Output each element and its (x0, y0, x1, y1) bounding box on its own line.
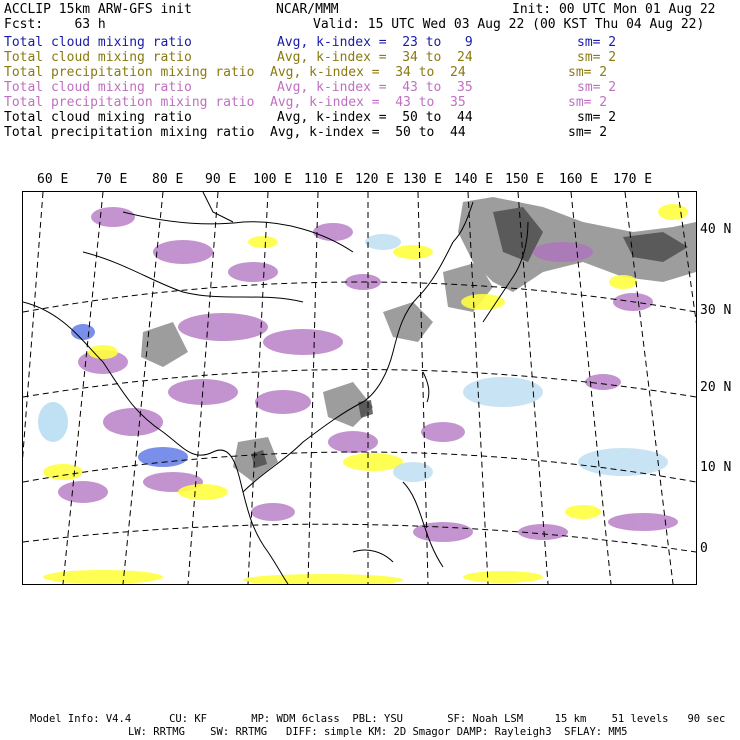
field-name: Total cloud mixing ratio (4, 110, 192, 125)
forecast-hour: Fcst: 63 h (4, 17, 106, 32)
lon-label: 130 E (403, 172, 443, 187)
field-sm: sm= 2 (577, 35, 617, 50)
lon-label: 110 E (304, 172, 344, 187)
lon-label: 80 E (152, 172, 184, 187)
field-sm: sm= 2 (568, 65, 608, 80)
lat-label: 40 N (700, 222, 732, 237)
map-canvas (23, 192, 696, 584)
lon-label: 100 E (253, 172, 293, 187)
init-time: Init: 00 UTC Mon 01 Aug 22 (512, 2, 716, 17)
model-info-line2: LW: RRTMG SW: RRTMG DIFF: simple KM: 2D Smagor DAMP: Rayleigh3 SFLAY: MM5 (128, 726, 628, 738)
lon-label: 90 E (205, 172, 237, 187)
lon-label: 170 E (613, 172, 653, 187)
field-name: Total cloud mixing ratio (4, 50, 192, 65)
field-avg: Avg, k-index = 43 to 35 (270, 95, 466, 110)
lat-label: 0 (700, 541, 708, 556)
lon-label: 60 E (37, 172, 69, 187)
field-name: Total precipitation mixing ratio (4, 65, 255, 80)
field-name: Total precipitation mixing ratio (4, 125, 255, 140)
map-panel (22, 191, 697, 585)
lon-label: 150 E (505, 172, 545, 187)
valid-time: Valid: 15 UTC Wed 03 Aug 22 (00 KST Thu 04 Aug 22) (313, 17, 705, 32)
model-title: ACCLIP 15km ARW-GFS init (4, 2, 192, 17)
field-sm: sm= 2 (577, 80, 617, 95)
field-avg: Avg, k-index = 34 to 24 (270, 65, 466, 80)
field-name: Total precipitation mixing ratio (4, 95, 255, 110)
field-sm: sm= 2 (568, 95, 608, 110)
lon-label: 160 E (559, 172, 599, 187)
lon-label: 120 E (355, 172, 395, 187)
field-sm: sm= 2 (577, 50, 617, 65)
field-name: Total cloud mixing ratio (4, 80, 192, 95)
field-sm: sm= 2 (568, 125, 608, 140)
field-avg: Avg, k-index = 50 to 44 (277, 110, 473, 125)
field-avg: Avg, k-index = 50 to 44 (270, 125, 466, 140)
lat-label: 30 N (700, 303, 732, 318)
field-avg: Avg, k-index = 43 to 35 (277, 80, 473, 95)
field-sm: sm= 2 (577, 110, 617, 125)
model-info-line1: Model Info: V4.4 CU: KF MP: WDM 6class PBL: YSU SF: Noah LSM 15 km 51 levels 90 sec (30, 713, 726, 725)
field-avg: Avg, k-index = 23 to 9 (277, 35, 473, 50)
field-name: Total cloud mixing ratio (4, 35, 192, 50)
lon-label: 140 E (454, 172, 494, 187)
field-avg: Avg, k-index = 34 to 24 (277, 50, 473, 65)
lat-label: 20 N (700, 380, 732, 395)
lon-label: 70 E (96, 172, 128, 187)
center-label: NCAR/MMM (276, 2, 339, 17)
lat-label: 10 N (700, 460, 732, 475)
